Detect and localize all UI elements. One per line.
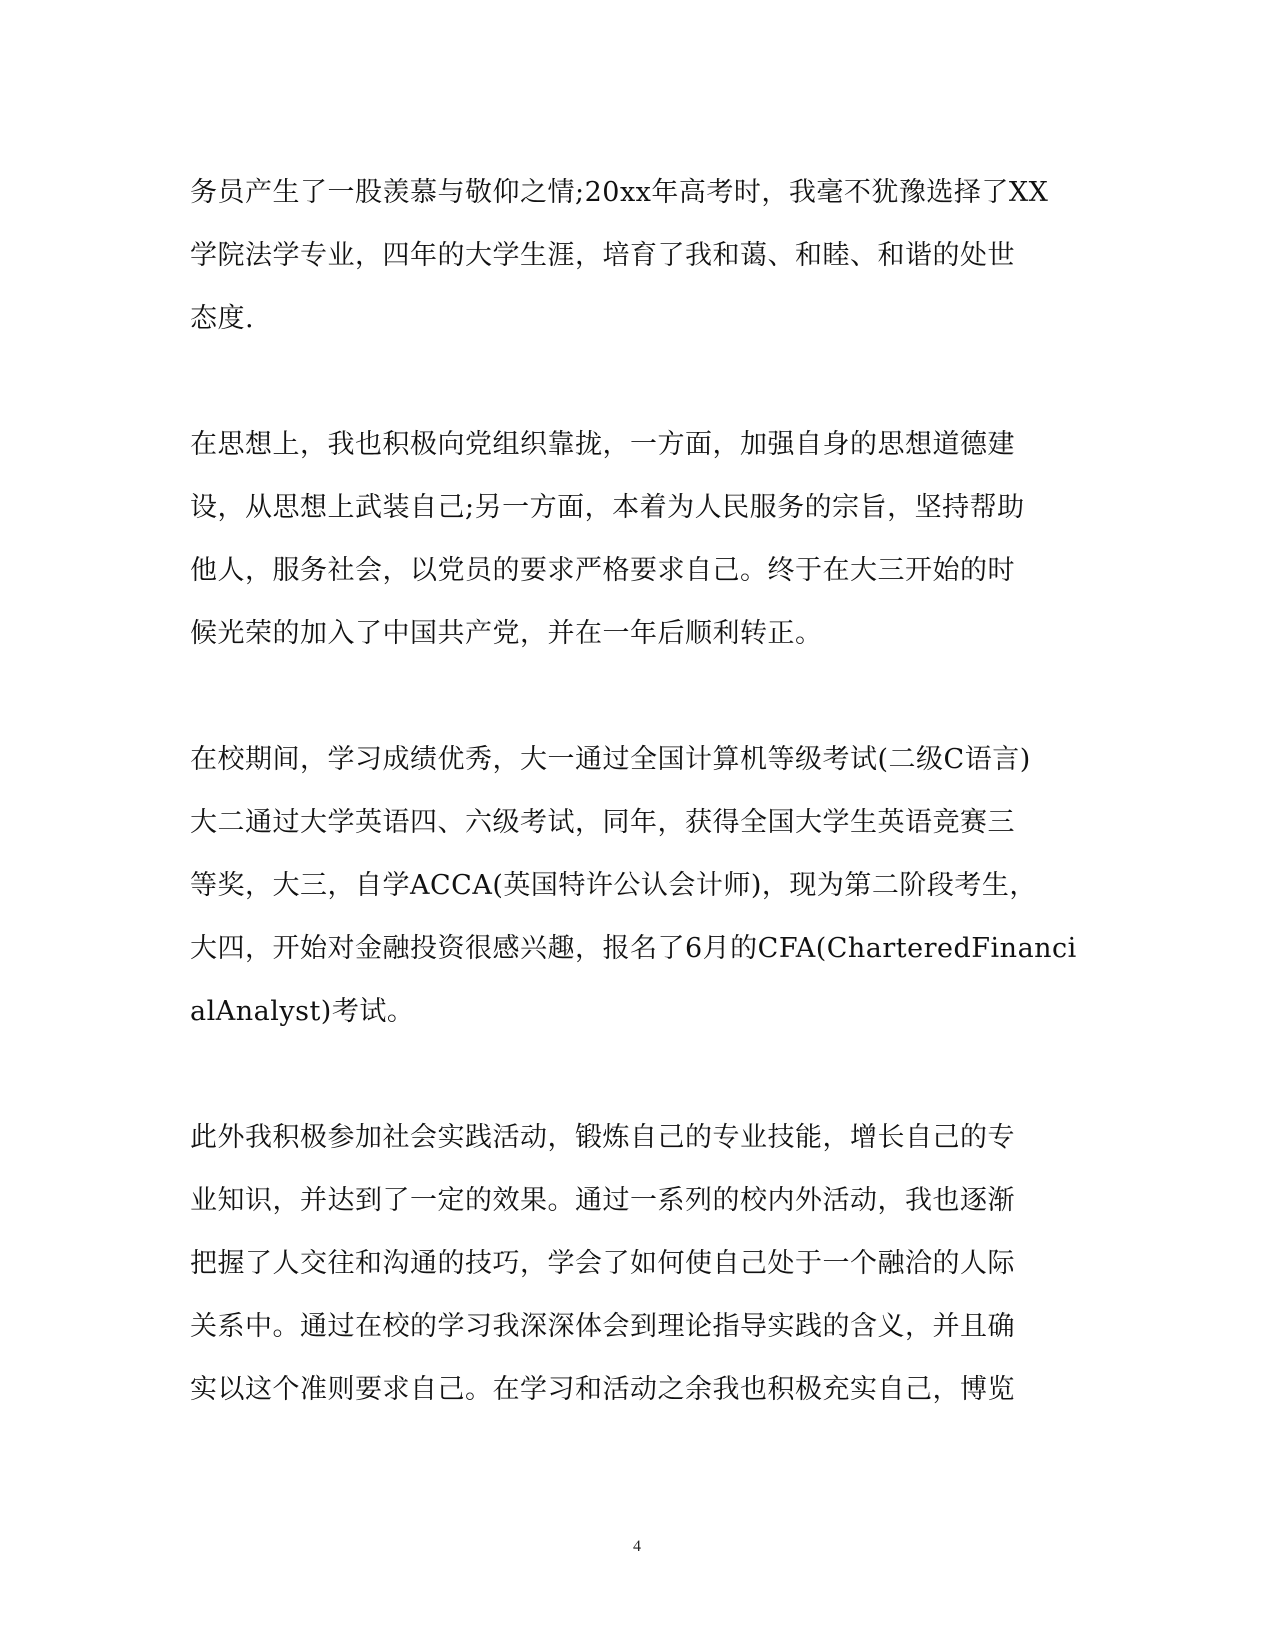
page-number: 4 [633,1538,641,1555]
paragraph-line: 等奖，大三，自学ACCA(英国特许公认会计师)，现为第二阶段考生， [190,870,1037,901]
paragraph-line: 在思想上，我也积极向党组织靠拢，一方面，加强自身的思想道德建 [190,429,1015,460]
paragraph-line: 大四，开始对金融投资很感兴趣，报名了6月的CFA(CharteredFinanci [190,933,1077,964]
paragraph-line: 把握了人交往和沟通的技巧，学会了如何使自己处于一个融洽的人际 [190,1248,1015,1279]
paragraph-line: 关系中。通过在校的学习我深深体会到理论指导实践的含义，并且确 [190,1311,1015,1342]
paragraph-line: 学院法学专业，四年的大学生涯，培育了我和蔼、和睦、和谐的处世 [190,240,1015,271]
paragraph-line: 态度. [190,303,255,334]
paragraph-line: 他人，服务社会，以党员的要求严格要求自己。终于在大三开始的时 [190,555,1015,586]
paragraph-line: 此外我积极参加社会实践活动，锻炼自己的专业技能，增长自己的专 [190,1122,1015,1153]
paragraph-line: 大二通过大学英语四、六级考试，同年，获得全国大学生英语竞赛三 [190,807,1015,838]
paragraph-line: 实以这个准则要求自己。在学习和活动之余我也积极充实自己，博览 [190,1374,1015,1405]
paragraph-line: 务员产生了一股羡慕与敬仰之情;20xx年高考时，我毫不犹豫选择了XX [190,177,1049,208]
paragraph-line: 候光荣的加入了中国共产党，并在一年后顺利转正。 [190,618,823,649]
paragraph-line: 设，从思想上武装自己;另一方面，本着为人民服务的宗旨，坚持帮助 [190,492,1025,523]
paragraph-line: alAnalyst)考试。 [190,996,415,1027]
paragraph-line: 业知识，并达到了一定的效果。通过一系列的校内外活动，我也逐渐 [190,1185,1015,1216]
paragraph-line: 在校期间，学习成绩优秀，大一通过全国计算机等级考试(二级C语言) [190,744,1031,775]
